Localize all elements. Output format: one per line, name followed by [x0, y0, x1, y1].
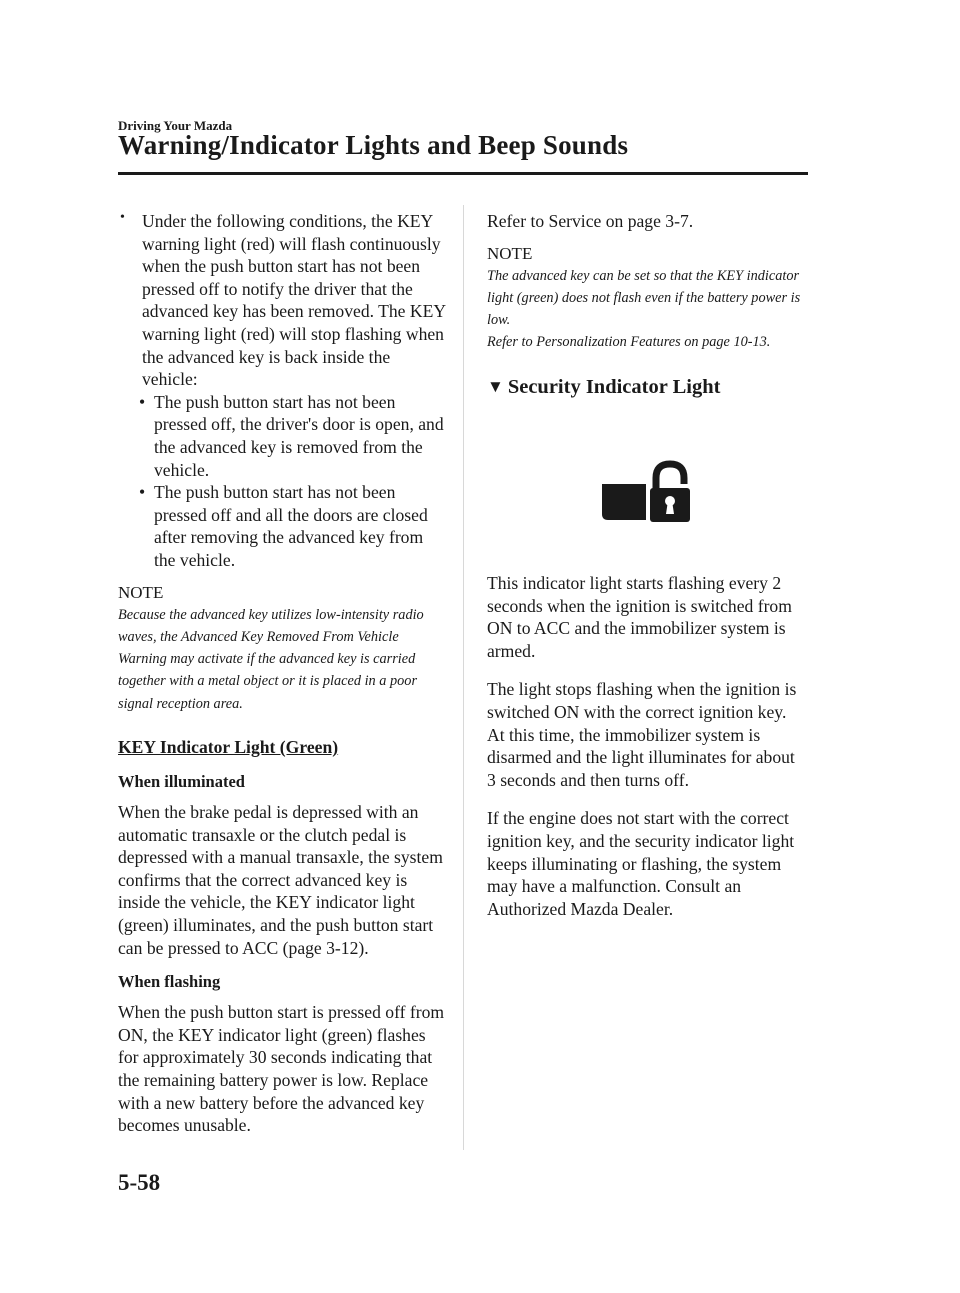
- page-title: Warning/Indicator Lights and Beep Sounds: [118, 130, 629, 160]
- note-text: Because the advanced key utilizes low-intensity radio waves, the Advanced Key Removed From Vehicle Warning may activate if the advanced key is carried together with a metal object or it is placed in a poor signal reception area.: [118, 606, 424, 712]
- bullet-item: [118, 210, 448, 391]
- flashing-text: When the push button start is pressed off from ON, the KEY indicator light (green) flashes for approximately 30 seconds indicating that the remaining battery power is low. Replace with a new battery before the advanced key becomes unusable.: [118, 1002, 445, 1136]
- sub-bullet-item: [118, 481, 448, 571]
- security-section-title: Security Indicator Light: [507, 375, 721, 398]
- when-flashing-heading: When flashing: [118, 972, 221, 992]
- security-lock-icon: [600, 460, 692, 526]
- sub-bullet-item: [118, 391, 448, 481]
- illuminated-text: When the brake pedal is depressed with an automatic transaxle or the clutch pedal is depressed with a manual transaxle, the system confirms that the correct advanced key is inside the vehicle, the KEY indicator light (green) illuminates, and the push button start can be pressed to ACC (page 3-12).: [118, 801, 443, 958]
- note-label: NOTE: [118, 582, 164, 602]
- left-column: [118, 210, 448, 1137]
- bullet-text: Under the following conditions, the KEY warning light (red) will flash continuously when the push button start has not been pressed off to notify the driver that the advanced key has been removed. The KEY warning light (red) will stop flashing when the advanced key is back inside the vehicle:: [142, 211, 446, 390]
- sub-bullet-text-1: The push button start has not been pressed off, the driver's door is open, and the advanced key is removed from the vehicle.: [154, 391, 444, 480]
- security-para-2b: At this time, the immobilizer system is disarmed and the light illuminates for about 3 seconds and then turns off.: [487, 724, 795, 790]
- security-para-3: If the engine does not start with the correct ignition key, and the security indicator light keeps illuminating or flashing, the system may have a malfunction. Consult an Authorized Mazda Dealer.: [487, 808, 795, 919]
- when-illuminated-heading: When illuminated: [118, 771, 245, 791]
- sub-bullet-text-2: The push button start has not been pressed off and all the doors are closed after removing the advanced key from the vehicle.: [154, 482, 428, 570]
- title-rule: [118, 172, 808, 175]
- security-para-1: This indicator light starts flashing every 2 seconds when the ignition is switched from ON to ACC and the immobilizer system is armed.: [487, 573, 792, 661]
- triangle-marker-icon: ▼: [487, 376, 504, 396]
- security-para-2a: The light stops flashing when the ignition is switched ON with the correct ignition key.: [487, 679, 797, 722]
- note-text-1: The advanced key can be set so that the KEY indicator light (green) does not flash even if the battery power is low.: [487, 267, 801, 329]
- column-divider: [463, 205, 464, 1150]
- note-text-2: Refer to Personalization Features on page 10-13.: [487, 334, 771, 351]
- security-section-heading: [487, 374, 807, 400]
- right-column: [487, 210, 807, 400]
- page-number: 5-58: [118, 1170, 161, 1195]
- sub-bullet-icon: •: [139, 391, 146, 412]
- key-indicator-heading: KEY Indicator Light (Green): [118, 736, 339, 757]
- note-label: NOTE: [487, 243, 533, 263]
- security-paragraphs: [487, 572, 807, 920]
- section-label: Driving Your Mazda: [118, 118, 233, 133]
- sub-bullet-icon: •: [139, 482, 146, 503]
- bullet-icon: •: [120, 210, 125, 225]
- service-reference: Refer to Service on page 3-7.: [487, 211, 694, 231]
